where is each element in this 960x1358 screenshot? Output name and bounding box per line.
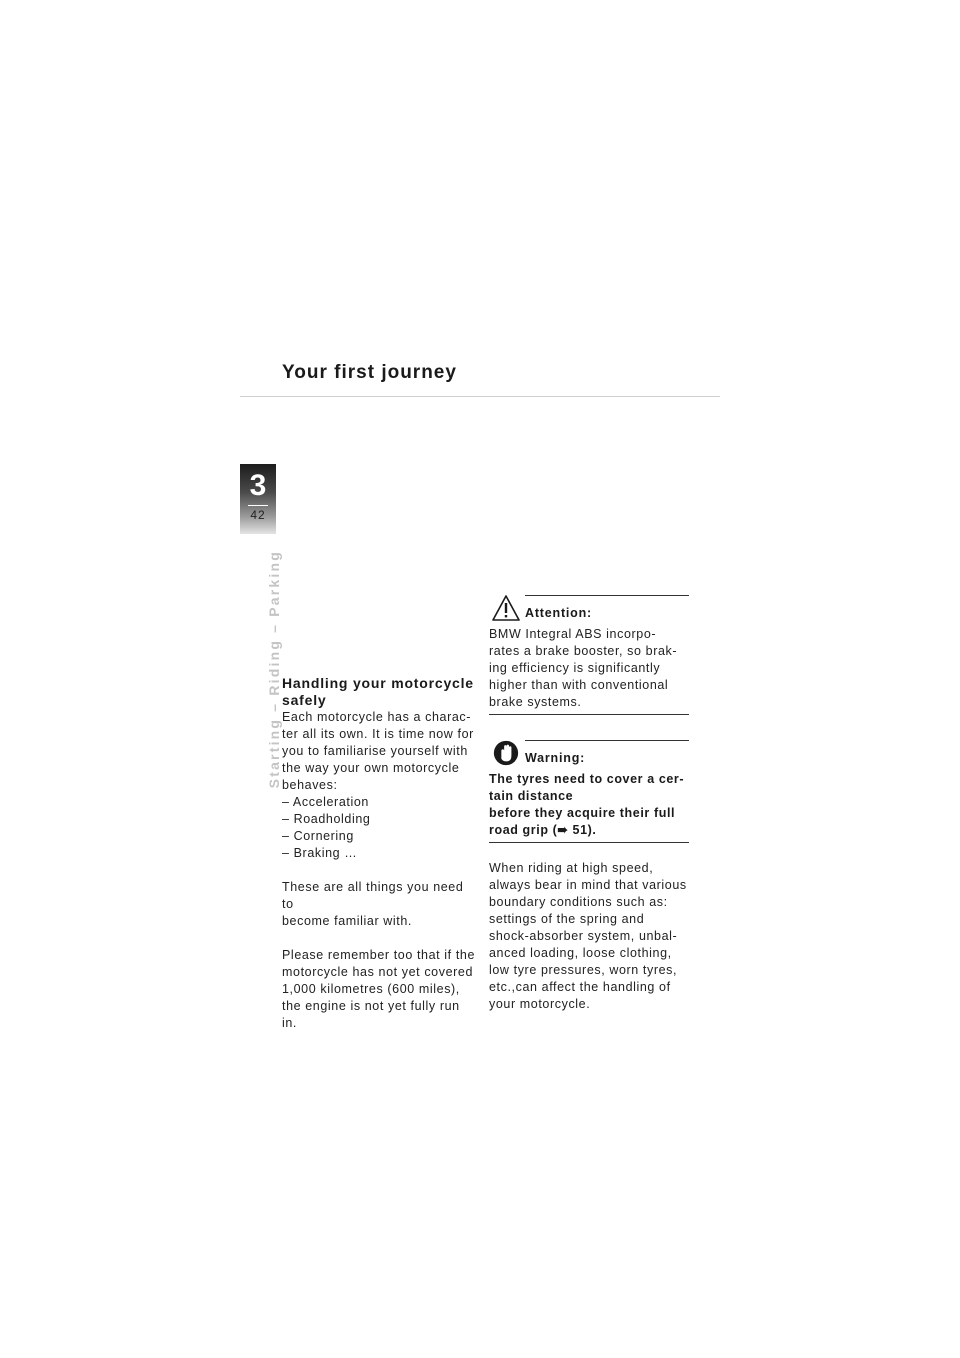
text-line: Each motorcycle has a charac- xyxy=(282,710,472,724)
section-heading: Handling your motorcycle safely xyxy=(282,675,474,708)
text-line: rates a brake booster, so brak- xyxy=(489,644,678,658)
list-item: – Cornering xyxy=(282,829,354,843)
list-item: – Braking … xyxy=(282,846,358,860)
text-line: motorcycle has not yet covered xyxy=(282,965,473,979)
text-line: road grip (➠ 51). xyxy=(489,823,597,837)
hand-stop-icon xyxy=(491,739,521,767)
text-line: anced loading, loose clothing, xyxy=(489,946,672,960)
note-bottom-rule xyxy=(489,842,689,843)
text-line: shock-absorber system, unbal- xyxy=(489,929,678,943)
text-line: When riding at high speed, xyxy=(489,861,654,875)
text-line: ter all its own. It is time now for xyxy=(282,727,474,741)
text-line: boundary conditions such as: xyxy=(489,895,668,909)
warning-note xyxy=(489,740,689,843)
text-line: you to familiarise yourself with xyxy=(282,744,468,758)
text-line: BMW Integral ABS incorpo- xyxy=(489,627,657,641)
chapter-side-label: Starting – Riding – Parking xyxy=(266,550,282,789)
intro-paragraph xyxy=(282,709,478,862)
attention-text xyxy=(489,626,689,711)
text-line: settings of the spring and xyxy=(489,912,645,926)
attention-note xyxy=(489,595,689,715)
right-column xyxy=(489,595,689,1013)
left-column xyxy=(282,675,478,1032)
text-line: become familiar with. xyxy=(282,914,413,928)
text-line: The tyres need to cover a cer- xyxy=(489,772,685,786)
text-line: the way your own motorcycle xyxy=(282,761,460,775)
text-line: your motorcycle. xyxy=(489,997,591,1011)
list-item: – Roadholding xyxy=(282,812,371,826)
chapter-tab xyxy=(240,464,276,534)
text-line: before they acquire their full xyxy=(489,806,676,820)
note-bottom-rule xyxy=(489,714,689,715)
list-item: – Acceleration xyxy=(282,795,369,809)
chapter-divider xyxy=(248,505,268,506)
text-line: ing efficiency is significantly xyxy=(489,661,661,675)
attention-header xyxy=(489,596,689,626)
title-divider xyxy=(240,396,720,397)
warning-header xyxy=(489,741,689,771)
familiarity-paragraph xyxy=(282,879,478,930)
text-line: tain distance xyxy=(489,789,574,803)
text-line: always bear in mind that various xyxy=(489,878,687,892)
text-line: low tyre pressures, worn tyres, xyxy=(489,963,678,977)
warning-text xyxy=(489,771,689,839)
attention-label: Attention: xyxy=(525,606,593,620)
chapter-number: 3 xyxy=(249,469,267,502)
text-line: These are all things you need to xyxy=(282,880,464,911)
text-line: the engine is not yet fully run in. xyxy=(282,999,460,1030)
text-line: 1,000 kilometres (600 miles), xyxy=(282,982,460,996)
text-line: behaves: xyxy=(282,778,338,792)
text-line: etc.,can affect the handling of xyxy=(489,980,671,994)
run-in-paragraph xyxy=(282,947,478,1032)
high-speed-paragraph xyxy=(489,860,689,1013)
text-line: Please remember too that if the xyxy=(282,948,475,962)
warning-label: Warning: xyxy=(525,751,586,765)
behaviour-list xyxy=(282,794,478,862)
page-title: Your first journey xyxy=(282,362,457,383)
page-number: 42 xyxy=(250,508,266,522)
text-line: brake systems. xyxy=(489,695,582,709)
exclamation-triangle-icon xyxy=(491,594,521,622)
text-line: higher than with conventional xyxy=(489,678,669,692)
